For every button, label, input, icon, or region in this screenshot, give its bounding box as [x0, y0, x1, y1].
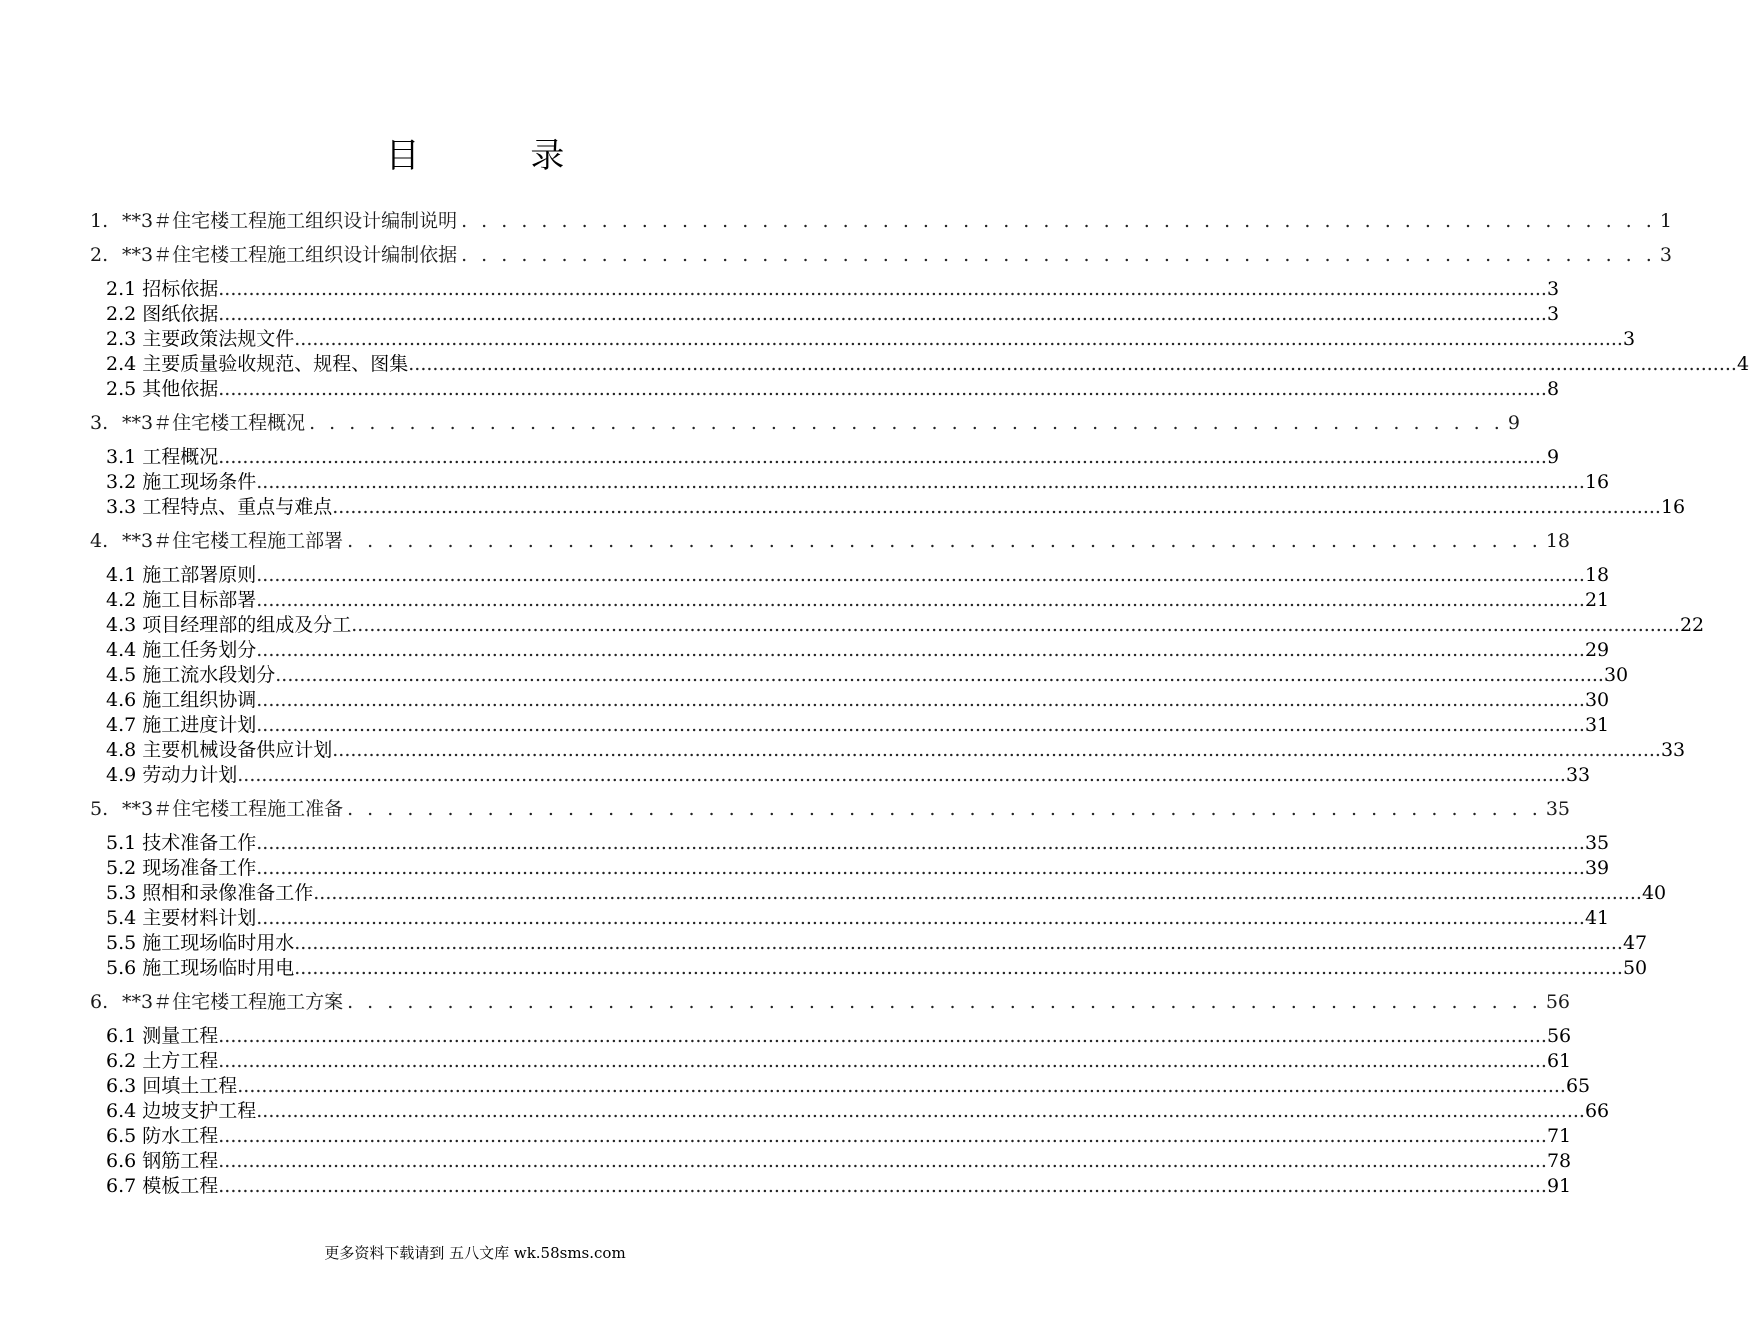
toc-page-number: 56 — [1546, 1025, 1572, 1047]
toc-entry-label: 3.3 工程特点、重点与难点 — [106, 496, 333, 518]
toc-section-entry[interactable] — [90, 735, 1686, 761]
toc-section-entry[interactable] — [90, 1146, 1572, 1172]
dot-leader: ............................................................................................................................................................................................................................ — [218, 1125, 1547, 1147]
toc-chapter-number: 1. — [90, 210, 109, 232]
dot-leader: ............................................................................................................................................................................................................................ — [275, 664, 1604, 686]
toc-section-entry[interactable] — [90, 685, 1610, 711]
toc-entry-label: 5.4 主要材料计划 — [106, 907, 257, 929]
toc-page-number: 29 — [1584, 639, 1610, 661]
toc-entry-label — [90, 206, 457, 233]
toc-entry-label — [90, 240, 457, 267]
toc-chapter-title: **3＃住宅楼工程施工组织设计编制依据 — [122, 244, 458, 266]
toc-page-number: 16 — [1584, 471, 1610, 493]
dot-leader: ............................................................................................................................................................................................................................ — [294, 932, 1623, 954]
toc-section-entry[interactable] — [90, 878, 1667, 904]
toc-page-number: 56 — [1545, 991, 1570, 1013]
toc-section-entry[interactable] — [90, 1071, 1591, 1097]
toc-entry-label: 2.2 图纸依据 — [106, 303, 219, 325]
toc-chapter-title: **3＃住宅楼工程施工部署 — [122, 530, 344, 552]
dot-leader: ............................................................................................................................................................................................................................ — [256, 714, 1585, 736]
toc-chapter-entry[interactable] — [90, 240, 1672, 266]
toc-entry-label: 6.2 土方工程 — [106, 1050, 219, 1072]
toc-entry-label — [90, 408, 305, 435]
dot-leader: ............................................................................................................................................................................................................................ — [256, 1100, 1585, 1122]
toc-entry-label — [90, 987, 343, 1014]
toc-page-number: 35 — [1545, 798, 1570, 820]
toc-section-entry[interactable] — [90, 585, 1610, 611]
toc-section-entry[interactable] — [90, 1096, 1610, 1122]
toc-page-number: 3 — [1546, 278, 1560, 300]
toc-section-entry[interactable] — [90, 710, 1610, 736]
toc-chapter-entry[interactable] — [90, 987, 1570, 1013]
dot-leader: ............................................................................................................................................................................................................................ — [408, 353, 1737, 375]
toc-section-entry[interactable] — [90, 1046, 1572, 1072]
dot-leader: ............................................................................................................................................................................................................................ — [218, 303, 1547, 325]
dot-leader: ............................................................................................................................................................................................................................ — [218, 278, 1547, 300]
toc-entry-label: 3.2 施工现场条件 — [106, 471, 257, 493]
dot-leader: ............................................................................................................................................................................................................................ — [256, 832, 1585, 854]
dot-leader: ............................................................................................................................................................................................................................ — [294, 328, 1623, 350]
dot-leader: ............................................................................................................................................................................................................................ — [218, 1025, 1547, 1047]
toc-entry-label: 4.3 项目经理部的组成及分工 — [106, 614, 352, 636]
dot-leader: ............................................................................................................................................................................................................................ — [332, 496, 1661, 518]
toc-chapter-title: **3＃住宅楼工程施工方案 — [122, 991, 344, 1013]
toc-section-entry[interactable] — [90, 903, 1610, 929]
dot-leader: ............................................................................................................................................................................................................................ — [218, 446, 1547, 468]
toc-chapter-number: 2. — [90, 244, 109, 266]
toc-chapter-number: 4. — [90, 530, 109, 552]
toc-entry-label: 4.1 施工部署原则 — [106, 564, 257, 586]
toc-entry-label: 4.6 施工组织协调 — [106, 689, 257, 711]
toc-entry-label: 5.6 施工现场临时用电 — [106, 957, 295, 979]
toc-chapter-entry[interactable] — [90, 526, 1570, 552]
toc-page-number: 3 — [1659, 244, 1672, 266]
toc-entry-label: 4.8 主要机械设备供应计划 — [106, 739, 333, 761]
toc-page-number: 16 — [1660, 496, 1686, 518]
toc-page-number: 31 — [1584, 714, 1610, 736]
toc-entry-label: 5.2 现场准备工作 — [106, 857, 257, 879]
table-of-contents — [90, 206, 1749, 1197]
toc-chapter-entry[interactable] — [90, 206, 1672, 232]
toc-entry-label: 6.4 边坡支护工程 — [106, 1100, 257, 1122]
dot-leader: ............................................................................................................................................................................................................................ — [237, 1075, 1566, 1097]
toc-page-number: 50 — [1622, 957, 1648, 979]
toc-entry-label: 3.1 工程概况 — [106, 446, 219, 468]
toc-page-number: 4 — [1736, 353, 1749, 375]
toc-page-number: 18 — [1545, 530, 1570, 552]
toc-page-number: 91 — [1546, 1175, 1572, 1197]
toc-entry-label: 2.5 其他依据 — [106, 378, 219, 400]
toc-entry-label: 5.1 技术准备工作 — [106, 832, 257, 854]
toc-section-entry[interactable] — [90, 560, 1610, 586]
toc-entry-label: 6.3 回填土工程 — [106, 1075, 238, 1097]
dot-leader: ............................................................................................................................................................................................................................ — [218, 378, 1547, 400]
toc-page-number: 30 — [1603, 664, 1629, 686]
dot-leader: ............................................................................................................................................................................................................................ — [256, 471, 1585, 493]
dot-leader: ............................................................................................................................................................................................................................ — [332, 739, 1661, 761]
footer-note: 更多资料下载请到 五八文库 wk.58sms.com — [324, 1244, 626, 1262]
toc-page-number: 9 — [1507, 412, 1520, 434]
dot-leader: ............................................................................................................................................................................................................................ — [294, 957, 1623, 979]
toc-page-number: 39 — [1584, 857, 1610, 879]
toc-entry-label: 6.1 测量工程 — [106, 1025, 219, 1047]
dot-leader: ............................................................................................................................................................................................................................ — [218, 1175, 1547, 1197]
toc-page-number: 3 — [1546, 303, 1560, 325]
toc-section-entry[interactable] — [90, 274, 1560, 300]
toc-page-number: 9 — [1546, 446, 1560, 468]
toc-page-number: 35 — [1584, 832, 1610, 854]
toc-section-entry[interactable] — [90, 1021, 1572, 1047]
toc-entry-label: 4.5 施工流水段划分 — [106, 664, 276, 686]
toc-entry-label: 4.2 施工目标部署 — [106, 589, 257, 611]
toc-section-entry[interactable] — [90, 660, 1629, 686]
toc-page-number: 1 — [1659, 210, 1672, 232]
toc-page-number: 21 — [1584, 589, 1610, 611]
dot-leader: ............................................................................................................................................................................................................................ — [237, 764, 1566, 786]
toc-entry-label: 5.3 照相和录像准备工作 — [106, 882, 314, 904]
dot-leader: . . . . . . . . . . . . . . . . . . . . . . . . . . . . . . . . . . . . . . . . . . . . . . . . . . . . . . . . . . . . — [461, 244, 1656, 266]
toc-page-number: 30 — [1584, 689, 1610, 711]
toc-section-entry[interactable] — [90, 635, 1610, 661]
toc-entry-label: 4.9 劳动力计划 — [106, 764, 238, 786]
dot-leader: ............................................................................................................................................................................................................................ — [256, 689, 1585, 711]
toc-entry-label — [90, 794, 343, 821]
dot-leader: . . . . . . . . . . . . . . . . . . . . . . . . . . . . . . . . . . . . . . . . . . . . . . . . . . . . . . . . . . . . — [461, 210, 1656, 232]
toc-page-number: 8 — [1546, 378, 1560, 400]
toc-entry-label: 6.5 防水工程 — [106, 1125, 219, 1147]
toc-section-entry[interactable] — [90, 349, 1749, 375]
dot-leader: . . . . . . . . . . . . . . . . . . . . . . . . . . . . . . . . . . . . . . . . . . . . . . . . . . . . . . . . . . . . — [309, 412, 1504, 434]
dot-leader: ............................................................................................................................................................................................................................ — [256, 907, 1585, 929]
toc-section-entry[interactable] — [90, 1121, 1572, 1147]
page-title: 目 录 — [385, 136, 615, 176]
toc-entry-label: 4.4 施工任务划分 — [106, 639, 257, 661]
toc-chapter-number: 6. — [90, 991, 109, 1013]
toc-page-number: 61 — [1546, 1050, 1572, 1072]
toc-chapter-entry[interactable] — [90, 408, 1520, 434]
toc-chapter-number: 5. — [90, 798, 109, 820]
toc-chapter-number: 3. — [90, 412, 109, 434]
toc-chapter-title: **3＃住宅楼工程概况 — [122, 412, 306, 434]
toc-page-number: 78 — [1546, 1150, 1572, 1172]
toc-section-entry[interactable] — [90, 928, 1648, 954]
toc-section-entry[interactable] — [90, 853, 1610, 879]
toc-chapter-title: **3＃住宅楼工程施工组织设计编制说明 — [122, 210, 458, 232]
toc-entry-label: 5.5 施工现场临时用水 — [106, 932, 295, 954]
toc-chapter-entry[interactable] — [90, 794, 1570, 820]
dot-leader: . . . . . . . . . . . . . . . . . . . . . . . . . . . . . . . . . . . . . . . . . . . . . . . . . . . . . . . . . . . . — [347, 991, 1542, 1013]
dot-leader: . . . . . . . . . . . . . . . . . . . . . . . . . . . . . . . . . . . . . . . . . . . . . . . . . . . . . . . . . . . . — [347, 798, 1542, 820]
dot-leader: ............................................................................................................................................................................................................................ — [256, 639, 1585, 661]
toc-section-entry[interactable] — [90, 467, 1610, 493]
dot-leader: ............................................................................................................................................................................................................................ — [218, 1150, 1547, 1172]
toc-section-entry[interactable] — [90, 1171, 1572, 1197]
toc-page-number: 18 — [1584, 564, 1610, 586]
toc-entry-label: 6.6 钢筋工程 — [106, 1150, 219, 1172]
dot-leader: ............................................................................................................................................................................................................................ — [256, 564, 1585, 586]
toc-section-entry[interactable] — [90, 442, 1560, 468]
dot-leader: ............................................................................................................................................................................................................................ — [351, 614, 1680, 636]
toc-page-number: 41 — [1584, 907, 1610, 929]
toc-section-entry[interactable] — [90, 953, 1648, 979]
toc-entry-label: 4.7 施工进度计划 — [106, 714, 257, 736]
dot-leader: ............................................................................................................................................................................................................................ — [256, 589, 1585, 611]
toc-page-number: 71 — [1546, 1125, 1572, 1147]
toc-chapter-title: **3＃住宅楼工程施工准备 — [122, 798, 344, 820]
dot-leader: . . . . . . . . . . . . . . . . . . . . . . . . . . . . . . . . . . . . . . . . . . . . . . . . . . . . . . . . . . . . — [347, 530, 1542, 552]
dot-leader: ............................................................................................................................................................................................................................ — [218, 1050, 1547, 1072]
dot-leader: ............................................................................................................................................................................................................................ — [256, 857, 1585, 879]
toc-section-entry[interactable] — [90, 610, 1705, 636]
toc-page-number: 3 — [1622, 328, 1636, 350]
dot-leader: ............................................................................................................................................................................................................................ — [313, 882, 1642, 904]
toc-section-entry[interactable] — [90, 760, 1591, 786]
toc-entry-label: 2.4 主要质量验收规范、规程、图集 — [106, 353, 409, 375]
toc-page-number: 65 — [1565, 1075, 1591, 1097]
toc-page-number: 47 — [1622, 932, 1648, 954]
toc-section-entry[interactable] — [90, 374, 1560, 400]
toc-entry-label — [90, 526, 343, 553]
toc-section-entry[interactable] — [90, 324, 1636, 350]
toc-entry-label: 2.1 招标依据 — [106, 278, 219, 300]
toc-page-number: 66 — [1584, 1100, 1610, 1122]
toc-section-entry[interactable] — [90, 299, 1560, 325]
toc-page-number: 22 — [1679, 614, 1705, 636]
toc-section-entry[interactable] — [90, 492, 1686, 518]
toc-entry-label: 2.3 主要政策法规文件 — [106, 328, 295, 350]
toc-section-entry[interactable] — [90, 828, 1610, 854]
toc-entry-label: 6.7 模板工程 — [106, 1175, 219, 1197]
toc-page-number: 33 — [1660, 739, 1686, 761]
toc-page-number: 40 — [1641, 882, 1667, 904]
toc-page-number: 33 — [1565, 764, 1591, 786]
